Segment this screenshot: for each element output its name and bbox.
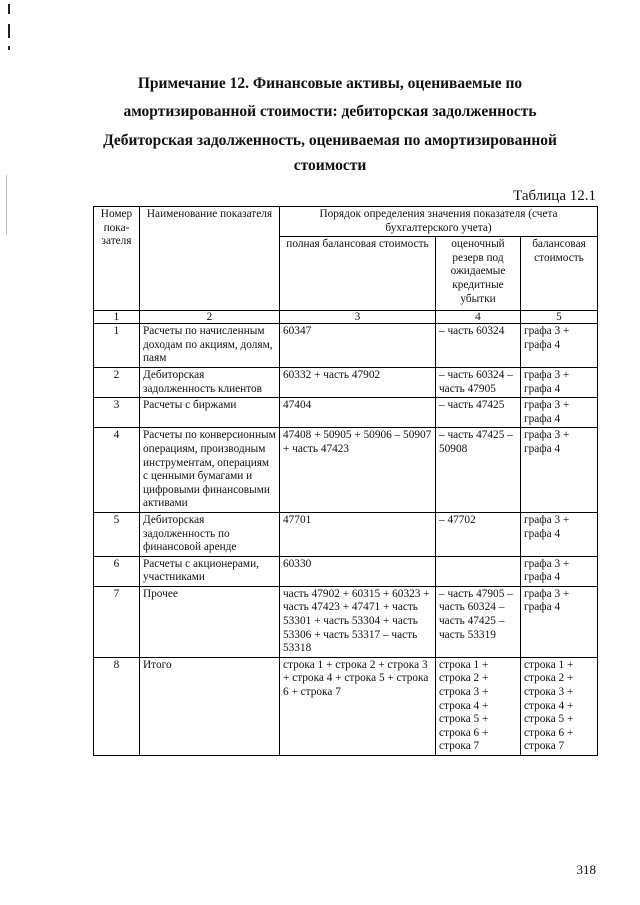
column-number: 2 [140, 311, 280, 324]
row-balance: графа 3 + графа 4 [521, 398, 598, 428]
scan-margin-mark [6, 175, 7, 235]
row-balance: графа 3 + графа 4 [521, 556, 598, 586]
row-reserve: – часть 47425 [436, 398, 521, 428]
row-gross: 60330 [280, 556, 436, 586]
row-reserve: – часть 60324 – часть 47905 [436, 367, 521, 397]
row-reserve: – 47702 [436, 512, 521, 556]
row-balance: графа 3 + графа 4 [521, 428, 598, 513]
row-name: Расчеты по конверсионным операциям, производным инструментам, операциям с ценными бумагами и цифровыми финансовыми активами [140, 428, 280, 513]
receivables-table [93, 206, 598, 756]
header-name: Наименование показателя [140, 207, 280, 311]
row-number: 8 [94, 657, 140, 755]
row-balance: графа 3 + графа 4 [521, 324, 598, 368]
row-gross: 60347 [280, 324, 436, 368]
header-number: Номер пока-зателя [94, 207, 140, 311]
row-gross: часть 47902 + 60315 + 60323 + часть 47423 + 47471 + часть 53301 + часть 53304 + часть 53306 + часть 53317 – часть 53318 [280, 586, 436, 657]
row-balance: строка 1 + строка 2 + строка 3 + строка 4 + строка 5 + строка 6 + строка 7 [521, 657, 598, 755]
table-row [94, 586, 598, 657]
row-reserve: – часть 60324 [436, 324, 521, 368]
scan-margin-mark [8, 46, 10, 50]
row-balance: графа 3 + графа 4 [521, 586, 598, 657]
table-row-total [94, 657, 598, 755]
row-reserve [436, 556, 521, 586]
table-row [94, 512, 598, 556]
row-reserve: – часть 47905 – часть 60324 – часть 47425 – часть 53319 [436, 586, 521, 657]
row-reserve: – часть 47425 – 50908 [436, 428, 521, 513]
header-reserve: оценочный резерв под ожидаемые кредитные убытки [436, 237, 521, 311]
row-name: Расчеты по начисленным доходам по акциям, долям, паям [140, 324, 280, 368]
row-number: 6 [94, 556, 140, 586]
row-gross: 47408 + 50905 + 50906 – 50907 + часть 47423 [280, 428, 436, 513]
column-number: 4 [436, 311, 521, 324]
header-balance: балансовая стоимость [521, 237, 598, 311]
table-label: Таблица 12.1 [513, 188, 596, 204]
table-row [94, 398, 598, 428]
table-row [94, 324, 598, 368]
row-balance: графа 3 + графа 4 [521, 512, 598, 556]
note-title-line-2: амортизированной стоимости: дебиторская задолженность [123, 103, 537, 120]
note-title-line-1: Примечание 12. Финансовые активы, оцениваемые по [137, 75, 523, 92]
row-gross: строка 1 + строка 2 + строка 3 + строка 4 + строка 5 + строка 6 + строка 7 [280, 657, 436, 755]
row-name: Прочее [140, 586, 280, 657]
table-row [94, 428, 598, 513]
row-name: Дебиторская задолженность клиентов [140, 367, 280, 397]
table-row [94, 367, 598, 397]
row-number: 2 [94, 367, 140, 397]
column-number: 5 [521, 311, 598, 324]
column-number: 3 [280, 311, 436, 324]
scan-margin-mark [8, 24, 10, 38]
row-gross: 47701 [280, 512, 436, 556]
row-number: 1 [94, 324, 140, 368]
row-number: 7 [94, 586, 140, 657]
row-name: Итого [140, 657, 280, 755]
row-reserve: строка 1 + строка 2 + строка 3 + строка 4 + строка 5 + строка 6 + строка 7 [436, 657, 521, 755]
row-number: 3 [94, 398, 140, 428]
row-name: Расчеты с акционерами, участниками [140, 556, 280, 586]
header-gross: полная балансовая стоимость [280, 237, 436, 311]
page-number: 318 [576, 862, 596, 877]
row-balance: графа 3 + графа 4 [521, 367, 598, 397]
section-subtitle: Дебиторская задолженность, оцениваемая по амортизированной стоимости [103, 132, 557, 174]
row-number: 5 [94, 512, 140, 556]
header-group: Порядок определения значения показателя (счета бухгалтерского учета) [280, 207, 598, 237]
row-name: Дебиторская задолженность по финансовой аренде [140, 512, 280, 556]
column-number: 1 [94, 311, 140, 324]
row-gross: 47404 [280, 398, 436, 428]
row-gross: 60332 + часть 47902 [280, 367, 436, 397]
table-row [94, 556, 598, 586]
row-number: 4 [94, 428, 140, 513]
row-name: Расчеты с биржами [140, 398, 280, 428]
scan-margin-mark [8, 4, 10, 14]
